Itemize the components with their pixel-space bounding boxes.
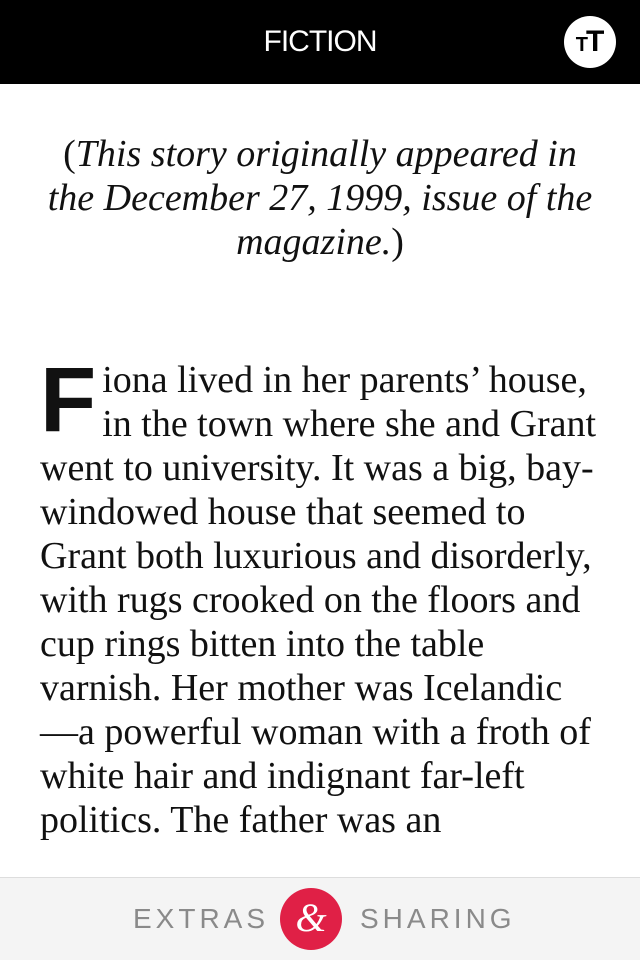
section-title: FICTION xyxy=(263,25,377,58)
extras-button[interactable]: EXTRAS xyxy=(133,903,270,934)
note-open-paren: ( xyxy=(63,133,76,175)
sharing-button[interactable]: SHARING xyxy=(360,903,516,934)
top-bar xyxy=(0,0,640,84)
drop-cap: F xyxy=(40,349,97,451)
text-size-button[interactable] xyxy=(564,16,616,68)
text-size-icon-large: T xyxy=(585,25,605,58)
publication-note xyxy=(40,132,600,264)
bottom-bar xyxy=(0,877,640,960)
ampersand-button[interactable]: & xyxy=(280,888,342,950)
article-content xyxy=(40,84,600,842)
text-size-icon-small: T xyxy=(575,34,588,56)
note-text: This story originally appeared in the December 27, 1999, issue of the magazine. xyxy=(47,133,593,263)
note-close-paren: ) xyxy=(391,221,404,263)
article-body xyxy=(40,349,600,842)
article-text: iona lived in her parents’ house, in the town where she and Grant went to university. It was a big, bay-windowed house that seemed to Grant both luxurious and disorderly, with rugs crooked on the floors and cup rings bitten into the table varnish. Her mother was Icelandic—a powerful woman with a froth of white hair and indignant far-left politics. The father was an xyxy=(40,359,597,841)
